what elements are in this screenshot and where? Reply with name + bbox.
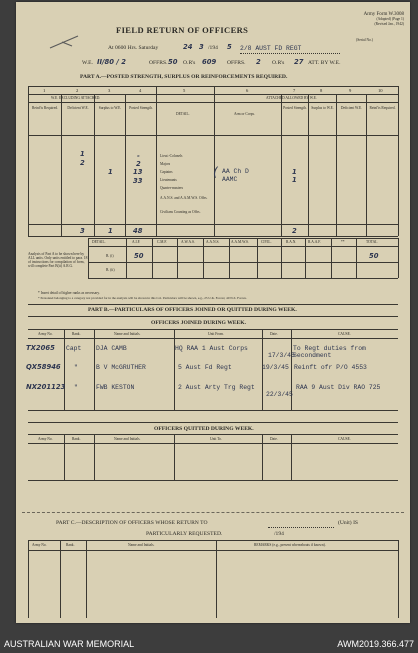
analysis-note: Analysis of Part A to be shown here by ALL units. Only units entitled to para. 18 of instructions for compilation of form, will complete Part B(ii) A.R.G. <box>28 252 88 268</box>
joined-2-name: B V McGRUTHER <box>96 364 146 371</box>
ors-label: O.R's <box>183 60 196 66</box>
col-num-1: 1 <box>43 88 46 93</box>
jt-col-army-no: Army No. <box>38 332 53 336</box>
jt-col-unit: Unit From. <box>208 332 224 336</box>
joined-1-date: 17/3/45 <box>268 352 295 359</box>
deficient-val-1: 1 <box>80 150 85 158</box>
joined-1-name: DJA CAMB <box>96 345 127 352</box>
surplus-val-1: 1 <box>108 168 113 176</box>
an-col-detail: DETAIL. <box>92 240 106 244</box>
joined-3-unit: 2 Aust Arty Trg Regt <box>178 384 255 391</box>
attached-allowed-heading: ATTACHED ALLOWED BY W.E. <box>266 96 317 100</box>
serial-label: (Serial No.) <box>356 38 373 42</box>
deficient-val-2: 2 <box>80 159 85 167</box>
we-excluding-heading: W.E. EXCLUDING ATTACHED. <box>51 96 101 100</box>
joined-1-no: TX2065 <box>26 344 55 352</box>
col-num-6: 6 <box>246 88 249 93</box>
detail-captains: Captains <box>160 170 173 174</box>
an-col-civil: CIVIL. <box>261 240 272 244</box>
hdr-deficient2: Deficient W.E. <box>340 106 363 110</box>
part-c-unit-is: (Unit) IS <box>338 520 359 526</box>
footer-accession: AWM2019.366.477 <box>337 639 414 649</box>
jt-col-rank: Rank. <box>72 332 81 336</box>
joined-3-date: 22/3/45 <box>266 391 293 398</box>
footnote-1: * Insert detail of higher ranks as necessary. <box>38 291 100 295</box>
pc-col-army-no: Army No. <box>32 543 47 547</box>
total-surplus: 1 <box>108 227 113 235</box>
joined-2-date: 19/3/45 <box>262 364 289 371</box>
col-num-10: 10 <box>378 88 383 93</box>
an-col-total: TOTAL <box>366 240 378 244</box>
an-total-value: 50 <box>369 252 379 260</box>
form-title: FIELD RETURN OF OFFICERS <box>116 25 249 35</box>
footnote-2: * Personnel belonging to a category not provided for in the analysis will be shown in this Col. Particulars will be shown, e.g., 25 U.K. Forces; 40 N.Z. Forces. <box>38 296 247 300</box>
hdr-arm: Arm or Corps. <box>234 112 255 116</box>
posted-val-4: 33 <box>133 177 143 185</box>
an-row-bi: B. (i) <box>106 254 114 258</box>
pc-col-rank: Rank. <box>66 543 75 547</box>
an-col-awas: A.W.A.S. <box>181 240 195 244</box>
posted-val-3: 13 <box>133 168 143 176</box>
part-c-year: /194 <box>274 531 284 537</box>
offrs2-label: OFFRS. <box>227 60 246 66</box>
part-c-heading: PART C.—DESCRIPTION OF OFFICERS WHOSE RETURN TO <box>56 520 208 526</box>
col-num-5: 5 <box>183 88 186 93</box>
joined-3-name: FWB KESTON <box>96 384 135 391</box>
we-value: II/80 / 2 <box>97 58 126 66</box>
arm-val-2: AAMC <box>222 176 238 183</box>
quitted-title: OFFICERS QUITTED DURING WEEK. <box>154 426 254 432</box>
qt-col-army-no: Army No. <box>38 437 53 441</box>
archive-footer <box>0 633 418 653</box>
joined-3-rank: " <box>74 384 78 391</box>
col-num-9: 9 <box>349 88 352 93</box>
hdr-reinf2: Reinf'ts Required. <box>369 106 396 110</box>
hdr-reinf: Reinf'ts Required. <box>32 106 58 110</box>
detail-majors: Majors <box>160 162 171 166</box>
brace-open: ( <box>213 165 218 179</box>
posted2-val-2: 1 <box>292 176 297 184</box>
army-form-adapted: (Adapted) (Page 1) <box>376 17 404 21</box>
joined-2-unit: 5 Aust Fd Regt <box>178 364 232 371</box>
col-num-8: 8 <box>320 88 323 93</box>
an-col-aif: A.I.F. <box>132 240 141 244</box>
joined-3-no: NX201123 <box>26 383 66 391</box>
unit-name: 2/8 AUST FD REGT <box>240 45 302 52</box>
col-num-4: 4 <box>139 88 142 93</box>
an-col-cmf: C.M.F. <box>157 240 167 244</box>
hdr-posted2: Posted Strength. <box>283 106 307 110</box>
qt-col-date: Date. <box>270 437 278 441</box>
att-label: ATT. BY W.E. <box>308 60 341 66</box>
date-year: 5 <box>227 43 232 51</box>
an-col-aamws: A.A.M.W.S. <box>231 240 249 244</box>
joined-2-cause: Reinft ofr P/O 4553 <box>294 364 367 371</box>
form-paper <box>16 2 410 623</box>
offrs-label: OFFRS. <box>149 60 168 66</box>
an-col-raaf: R.A.A.F. <box>308 240 321 244</box>
footer-institution: AUSTRALIAN WAR MEMORIAL <box>4 639 135 649</box>
posted-val-1: - <box>137 152 140 160</box>
offrs-value: 50 <box>168 58 178 66</box>
pc-col-name: Name and Initials. <box>128 543 155 547</box>
qt-col-rank: Rank. <box>72 437 81 441</box>
col-num-2: 2 <box>76 88 79 93</box>
ors2-label: O.R's <box>272 60 285 66</box>
col-num-3: 3 <box>108 88 111 93</box>
detail-lt-col: Lieut.-Colonels <box>160 154 183 158</box>
we-label: W.E. <box>82 60 93 66</box>
joined-title: OFFICERS JOINED DURING WEEK. <box>151 320 247 326</box>
total-posted: 48 <box>133 227 143 235</box>
qt-col-name: Name and Initials. <box>114 437 141 441</box>
joined-3-cause: RAA 9 Aust Div RAO 725 <box>296 384 381 391</box>
army-form-edition: (Revised Jan., 1942) <box>374 22 404 26</box>
an-col-other: ** <box>341 240 345 244</box>
pc-col-remarks: REMARKS (e.g., present whereabouts if known). <box>254 543 326 547</box>
posted2-val-1: 1 <box>292 168 297 176</box>
an-row-bii: B. (ii) <box>106 268 115 272</box>
jt-col-cause: CAUSE. <box>338 332 351 336</box>
pen-mark-icon <box>48 32 88 52</box>
an-aif-value: 50 <box>134 252 144 260</box>
joined-1-unit: HQ RAA 1 Aust Corps <box>175 345 248 352</box>
army-form-ref <box>364 12 404 27</box>
joined-1-rank: Capt <box>66 345 82 352</box>
joined-1-cause: To Regt duties from Secondment <box>293 345 366 359</box>
an-col-aans: A.A.N.S. <box>206 240 220 244</box>
part-a-heading: PART A.—POSTED STRENGTH, SURPLUS OR REINFORCEMENTS REQUIRED. <box>80 74 288 80</box>
hdr-posted: Posted Strength. <box>129 106 153 110</box>
ors-value: 609 <box>202 58 217 66</box>
jt-col-date: Date. <box>270 332 278 336</box>
army-form-number: Army Form W.3008 <box>363 12 404 17</box>
arm-val-1: AA Ch D <box>222 168 249 175</box>
part-b-heading: PART B.—PARTICULARS OF OFFICERS JOINED OR QUITTED DURING WEEK. <box>88 307 297 313</box>
detail-lieutenants: Lieutenants <box>160 178 177 182</box>
date-day: 24 <box>183 43 193 51</box>
joined-2-no: QX58946 <box>26 363 61 371</box>
hdr-deficient: Deficient W.E. <box>67 106 89 110</box>
joined-2-rank: " <box>74 364 78 371</box>
at-hours-label: At 0600 Hrs. Saturday <box>108 45 159 51</box>
total-deficient: 3 <box>80 227 85 235</box>
ors2-value: 27 <box>294 58 304 66</box>
posted-val-2: 2 <box>136 160 141 168</box>
hdr-surplus2: Surplus to W.E. <box>311 106 334 110</box>
jt-col-name: Name and Initials. <box>114 332 141 336</box>
detail-qm: Quarter-masters <box>160 186 184 190</box>
qt-col-cause: CAUSE. <box>338 437 351 441</box>
date-month: 3 <box>199 43 204 51</box>
detail-civilians: Civilians Counting as Offrs. <box>160 210 201 214</box>
part-c-particularly: PARTICULARLY REQUESTED. <box>146 531 223 537</box>
hdr-surplus: Surplus to W.E. <box>98 106 122 110</box>
offrs2-value: 2 <box>256 58 261 66</box>
date-year-prefix: /194 <box>208 45 218 51</box>
total-posted2: 2 <box>292 227 297 235</box>
qt-col-unit: Unit To. <box>210 437 222 441</box>
an-col-ran: R.A.N. <box>286 240 297 244</box>
col-num-7: 7 <box>293 88 296 93</box>
detail-aans: A.A.N.S. and A.A.M.W.S. Offrs. <box>160 196 208 200</box>
hdr-detail: DETAIL. <box>176 112 190 116</box>
